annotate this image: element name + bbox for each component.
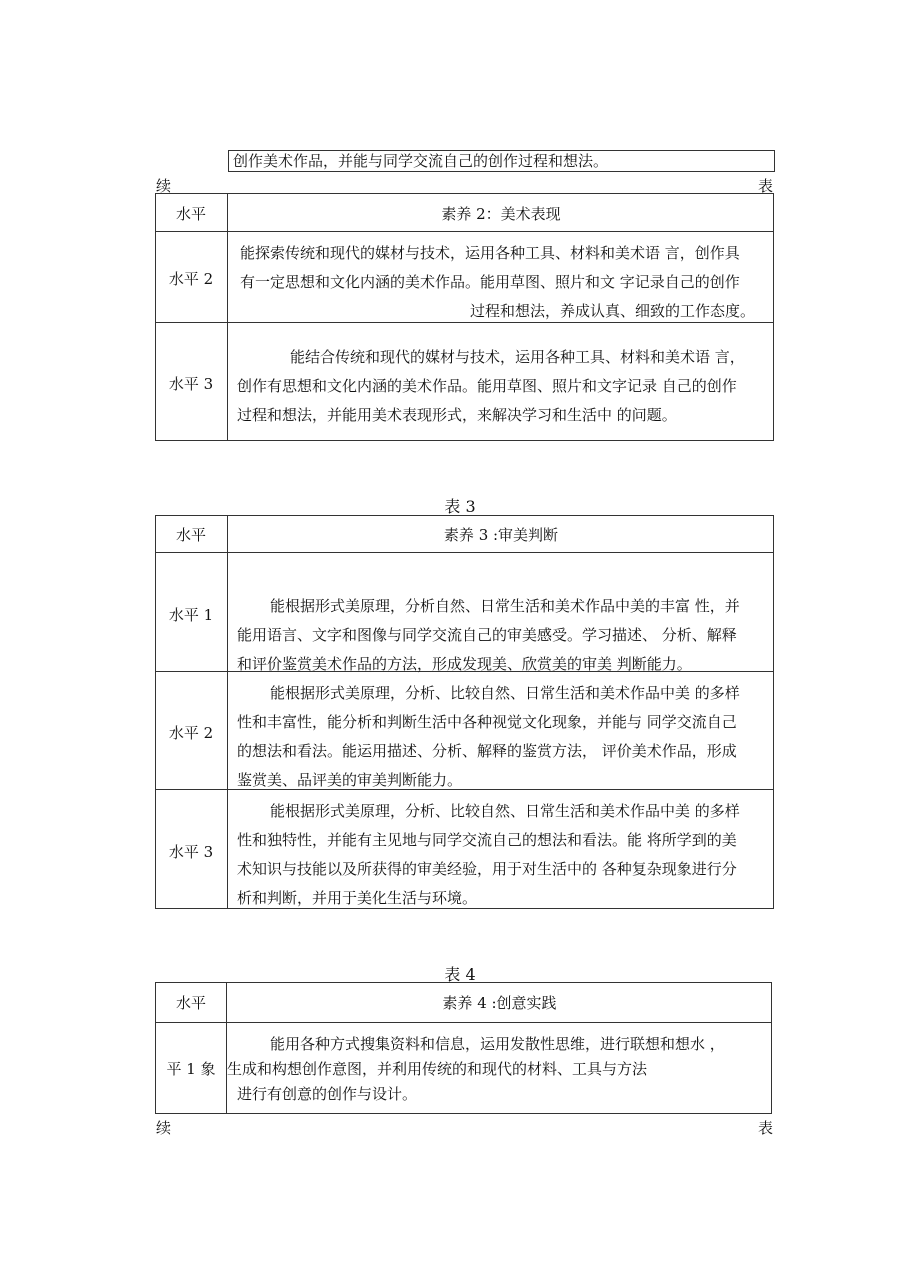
- table-4-col-title: 素养 4 :创意实践: [442, 994, 557, 1012]
- table-3-row-text-line: 能用语言、文字和图像与同学交流自己的审美感受。学习描述、 分析、解释: [237, 626, 737, 644]
- table-2-row-text-line: 创作有思想和文化内涵的美术作品。能用草图、照片和文字记录 自己的创作: [237, 377, 737, 395]
- table-3-col-title: 素养 3 :审美判断: [443, 526, 559, 544]
- table-4-caption: 表 4: [444, 965, 476, 984]
- table-3-row-text-line: 的想法和看法。能运用描述、分析、解释的鉴赏方法， 评价美术作品，形成: [237, 742, 737, 760]
- table-2-row-text-line: 过程和想法，养成认真、细致的工作态度。: [470, 302, 756, 320]
- table-4-col-level: 水平: [175, 994, 206, 1012]
- table-3-row-text-line: 析和判断，并用于美化生活与环境。: [237, 889, 478, 907]
- table-2-row-level: 水平 3: [168, 375, 214, 393]
- continued-label-left-bottom: 续: [156, 1119, 172, 1137]
- table-3-caption: 表 3: [444, 497, 476, 516]
- table-3-row-text-line: 鉴赏美、品评美的审美判断能力。: [237, 771, 463, 789]
- table-2-row-text-line: 过程和想法，并能用美术表现形式，来解决学习和生活中 的问题。: [237, 406, 677, 424]
- table-2-row-text-line: 能探索传统和现代的媒材与技术，运用各种工具、材料和美术语 言，创作具: [240, 244, 740, 262]
- table-3-row-level: 水平 2: [168, 724, 214, 742]
- table-3-row-text-line: 能根据形式美原理，分析、比较自然、日常生活和美术作品中美 的多样: [270, 684, 740, 702]
- table-4-row-level: 平 1 象: [166, 1060, 216, 1078]
- table-3-row-level: 水平 3: [168, 843, 214, 861]
- table-2-row-text-line: 能结合传统和现代的媒材与技术，运用各种工具、材料和美术语 言，: [290, 348, 745, 366]
- table-4-row-text-line: 能用各种方式搜集资料和信息，运用发散性思维，进行联想和想水 ，: [270, 1035, 725, 1053]
- table-2-col-level: 水平: [175, 205, 206, 223]
- continued-label-right-bottom: 表: [758, 1119, 774, 1137]
- table-2-row-text-line: 有一定思想和文化内涵的美术作品。能用草图、照片和文 字记录自己的创作: [240, 273, 740, 291]
- top-fragment-text: 创作美术作品，并能与同学交流自己的创作过程和想法。: [233, 152, 609, 170]
- table-3-row-text-line: 性和丰富性，能分析和判断生活中各种视觉文化现象，并能与 同学交流自己: [237, 713, 737, 731]
- table-4-row-text-line: 生成和构想创作意图，并利用传统的和现代的材料、工具与方法: [227, 1060, 648, 1078]
- table-3-row-level: 水平 1: [168, 606, 214, 624]
- table-3-row-text-line: 性和独特性，并能有主见地与同学交流自己的想法和看法。能 将所学到的美: [237, 831, 737, 849]
- table-2-row-level: 水平 2: [168, 270, 214, 288]
- table-3-col-level: 水平: [175, 526, 206, 544]
- table-3-row-text-line: 能根据形式美原理，分析自然、日常生活和美术作品中美的丰富 性，并: [270, 597, 740, 615]
- table-3-row-text-line: 能根据形式美原理，分析、比较自然、日常生活和美术作品中美 的多样: [270, 802, 740, 820]
- continued-label-left: 续: [156, 177, 172, 195]
- table-2-col-title: 素养 2：美术表现: [441, 205, 561, 223]
- table-3-row-text-line: 和评价鉴赏美术作品的方法，形成发现美、欣赏美的审美 判断能力。: [237, 655, 692, 673]
- continued-label-right: 表: [758, 177, 774, 195]
- table-3-row-text-line: 术知识与技能以及所获得的审美经验，用于对生活中的 各种复杂现象进行分: [237, 860, 737, 878]
- table-4-row-text-line: 进行有创意的创作与设计。: [237, 1085, 418, 1103]
